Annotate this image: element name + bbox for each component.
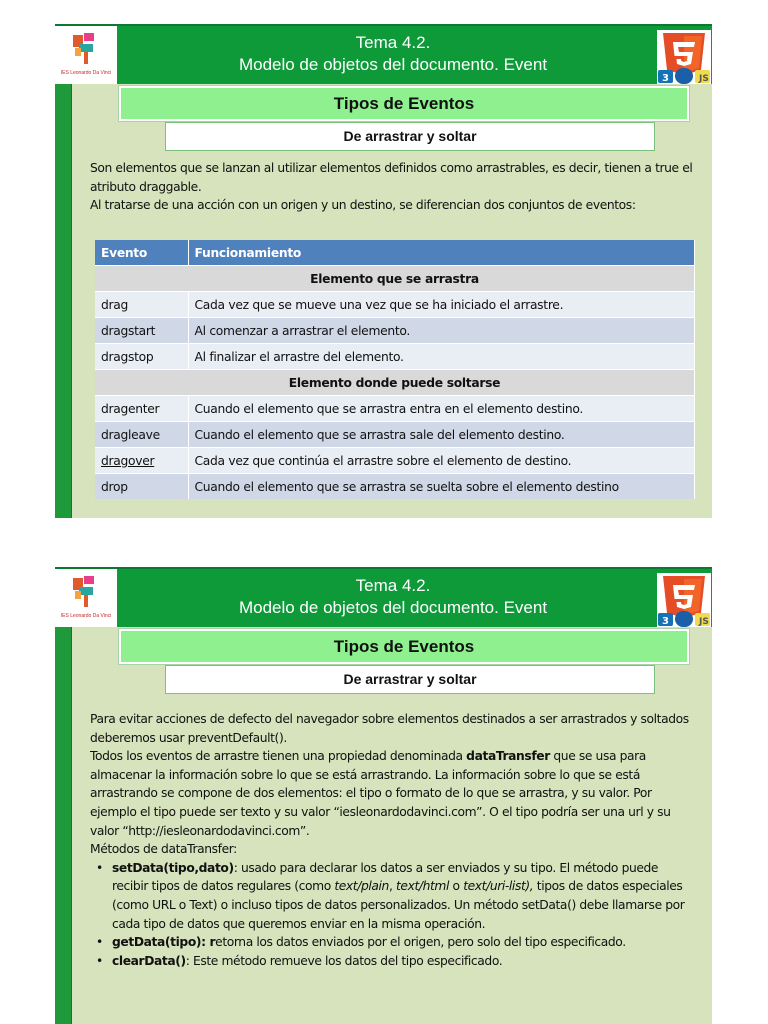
event-name: drag — [95, 292, 188, 318]
section-banner: Tipos de Eventos — [119, 629, 689, 664]
table-row — [95, 448, 695, 474]
header-title-line2: Modelo de objetos del documento. Event — [238, 55, 548, 74]
svg-text:JS: JS — [699, 617, 709, 627]
section-banner: Tipos de Eventos — [119, 86, 689, 121]
table-row — [95, 474, 695, 500]
list-item — [112, 952, 695, 971]
event-name: dragstop — [95, 344, 188, 370]
table-group-row — [95, 266, 695, 292]
event-name: dragstart — [95, 318, 188, 344]
event-description: Al comenzar a arrastrar el elemento. — [188, 318, 695, 344]
html5-logo-icon — [657, 573, 711, 627]
text-run: etorna los datos enviados por el origen, pero solo del tipo especificado. — [215, 935, 626, 950]
event-description: Al finalizar el arrastre del elemento. — [188, 344, 695, 370]
table-header-row — [95, 240, 695, 266]
table-row — [95, 422, 695, 448]
event-name — [95, 448, 188, 474]
group-label-drop-target: Elemento donde puede soltarse — [95, 370, 695, 396]
table-row — [95, 292, 695, 318]
svg-text:3: 3 — [662, 73, 669, 84]
svg-text:JS: JS — [699, 74, 709, 84]
italic-text: text/html — [395, 879, 450, 894]
paragraph-methods-heading: Métodos de dataTransfer: — [90, 842, 237, 857]
header-title — [117, 575, 669, 619]
table-group-row — [95, 370, 695, 396]
list-item — [112, 859, 695, 933]
text-run: tipos de datos especiales (como URL o Text) o incluso tipos de datos personalizados. Un método setData() debe llamarse por cada tipo de datos que queremos enviar en la misma operación. — [112, 879, 685, 931]
school-logo — [55, 26, 117, 84]
column-header-funcionamiento: Funcionamiento — [188, 240, 695, 266]
table-row — [95, 344, 695, 370]
html5-logo-icon — [657, 30, 711, 84]
text-run: : Este método remueve los datos del tipo especificado. — [185, 953, 503, 968]
event-name: dragenter — [95, 396, 188, 422]
event-name: dragleave — [95, 422, 188, 448]
event-description: Cuando el elemento que se arrastra entra en el elemento destino. — [188, 396, 695, 422]
school-logo-icon — [69, 32, 103, 66]
text-run: o — [449, 879, 464, 894]
intro-text — [90, 159, 695, 215]
section-subtitle: De arrastrar y soltar — [165, 665, 655, 694]
header-title-line1: Tema 4.2. — [355, 576, 431, 595]
italic-text: text/plain — [334, 879, 389, 894]
table-row — [95, 318, 695, 344]
intro-paragraph-1: Son elementos que se lanzan al utilizar elementos definidos como arrastrables, es decir, tienen a true el atributo draggable. — [90, 161, 693, 194]
text-run: , — [388, 879, 396, 894]
text-run: que se usa para almacenar la información sobre lo que se está arrastrando. La información sobre lo que se está arrastrando se compone de dos elementos: el tipo o formato de lo que se arrastra, y su valor. Por ejemplo el tipo puede ser texto y su valor “iesleonardodavinci.com”. O el tipo podría ser una url y su valor “http://iesleonardodavinci.com”. — [90, 749, 671, 838]
datatransfer-text — [90, 710, 695, 970]
school-logo-text: IES Leonardo Da Vinci — [60, 613, 112, 619]
header-title-line1: Tema 4.2. — [355, 33, 431, 52]
paragraph-preventdefault: Para evitar acciones de defecto del navegador sobre elementos destinados a ser arrastrados y soltados deberemos usar preventDefault(). — [90, 712, 689, 745]
event-description: Cada vez que se mueve una vez que se ha iniciado el arrastre. — [188, 292, 695, 318]
event-name-underlined: dragover — [101, 453, 155, 468]
slide-header — [55, 24, 712, 84]
paragraph-datatransfer — [90, 747, 695, 840]
svg-text:3: 3 — [662, 616, 669, 627]
header-title — [117, 32, 669, 76]
slide-datatransfer — [55, 567, 712, 1024]
school-logo-text: IES Leonardo Da Vinci — [60, 70, 112, 76]
method-name: setData(tipo,dato) — [112, 860, 234, 875]
drag-events-table — [95, 240, 695, 499]
slide-header — [55, 567, 712, 627]
event-description: Cuando el elemento que se arrastra sale del elemento destino. — [188, 422, 695, 448]
slide-left-bar — [55, 627, 72, 1024]
datatransfer-term: dataTransfer — [466, 749, 550, 764]
list-item — [112, 933, 695, 952]
text-run: Todos los eventos de arrastre tienen una propiedad denominada — [90, 749, 467, 764]
group-label-dragged-element: Elemento que se arrastra — [95, 266, 695, 292]
school-logo-icon — [69, 575, 103, 609]
method-name: clearData() — [112, 953, 186, 968]
event-description: Cuando el elemento que se arrastra se suelta sobre el elemento destino — [188, 474, 695, 500]
methods-list — [90, 859, 695, 971]
event-description: Cada vez que continúa el arrastre sobre el elemento de destino. — [188, 448, 695, 474]
event-name: drop — [95, 474, 188, 500]
section-subtitle: De arrastrar y soltar — [165, 122, 655, 151]
school-logo — [55, 569, 117, 627]
table-row — [95, 396, 695, 422]
text-run: : usado para declarar los datos a ser enviados y su tipo. El método puede recibir tipos de datos regulares (como — [112, 860, 659, 894]
header-title-line2: Modelo de objetos del documento. Event — [238, 598, 548, 617]
intro-paragraph-2: Al tratarse de una acción con un origen y un destino, se diferencian dos conjuntos de eventos: — [90, 198, 636, 213]
italic-text: text/uri-list), — [463, 879, 534, 894]
method-name: getData(tipo): r — [112, 935, 216, 950]
slide-drag-events-table — [55, 24, 712, 518]
column-header-evento: Evento — [95, 240, 188, 266]
slide-left-bar — [55, 84, 72, 518]
